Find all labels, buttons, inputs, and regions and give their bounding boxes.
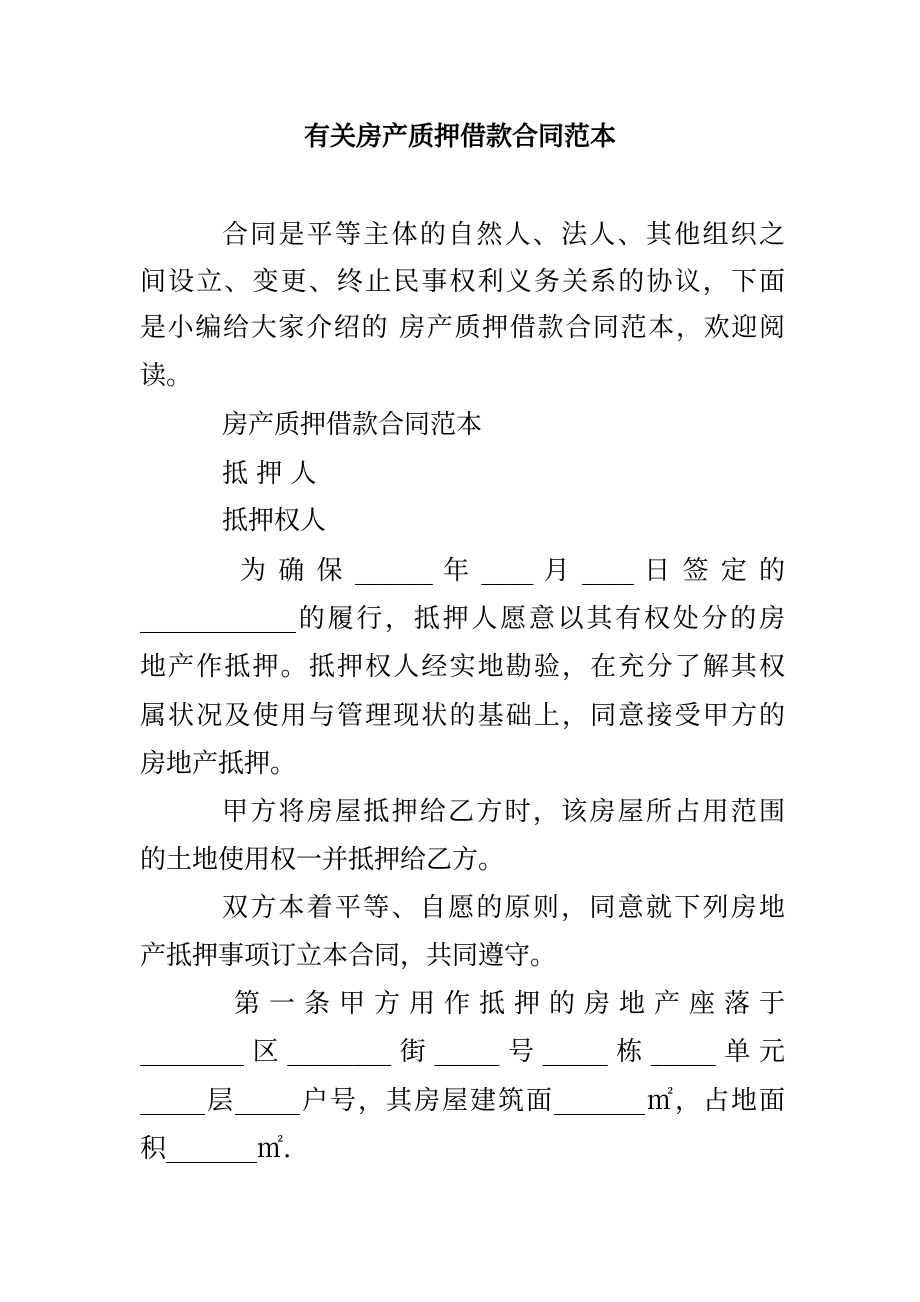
section-heading: 房产质押借款合同范本 <box>222 410 483 440</box>
paragraph-line: 积_______㎡. <box>140 1134 292 1164</box>
paragraph-line: 属状况及使用与管理现状的基础上，同意接受甲方的 <box>140 701 785 731</box>
paragraph-line: 为 确 保 ______ 年 ____ 月 ____ 日 签 定 的 <box>240 556 785 586</box>
paragraph-line: 双方本着平等、自愿的原则，同意就下列房地 <box>222 893 785 923</box>
paragraph-line: 房地产抵押。 <box>140 749 297 779</box>
document-title: 有关房产质押借款合同范本 <box>303 122 616 152</box>
paragraph-line: 读。 <box>140 361 193 391</box>
paragraph-line: 甲方将房屋抵押给乙方时，该房屋所占用范围 <box>222 797 785 827</box>
paragraph-line: 产抵押事项订立本合同，共同遵守。 <box>140 941 557 971</box>
paragraph-line: 是小编给大家介绍的 房产质押借款合同范本，欢迎阅 <box>140 313 785 343</box>
paragraph-line: ____________的履行，抵押人愿意以其有权处分的房 <box>140 604 785 634</box>
paragraph-line: _____层_____户号，其房屋建筑面_______㎡，占地面 <box>140 1086 785 1116</box>
mortgagee-label: 抵押权人 <box>222 506 327 536</box>
paragraph-line: 地产作抵押。抵押权人经实地勘验，在充分了解其权 <box>140 652 785 682</box>
paragraph-line: ________区________街_____号_____栋_____单元 <box>140 1037 785 1067</box>
mortgagor-label: 抵 押 人 <box>222 459 317 489</box>
paragraph-line: 间设立、变更、终止民事权利义务关系的协议，下面 <box>140 267 785 297</box>
article-line: 第 一 条 甲 方 用 作 抵 押 的 房 地 产 座 落 于 <box>234 989 785 1019</box>
paragraph-line: 合同是平等主体的自然人、法人、其他组织之 <box>222 220 785 250</box>
paragraph-line: 的土地使用权一并抵押给乙方。 <box>140 845 505 875</box>
